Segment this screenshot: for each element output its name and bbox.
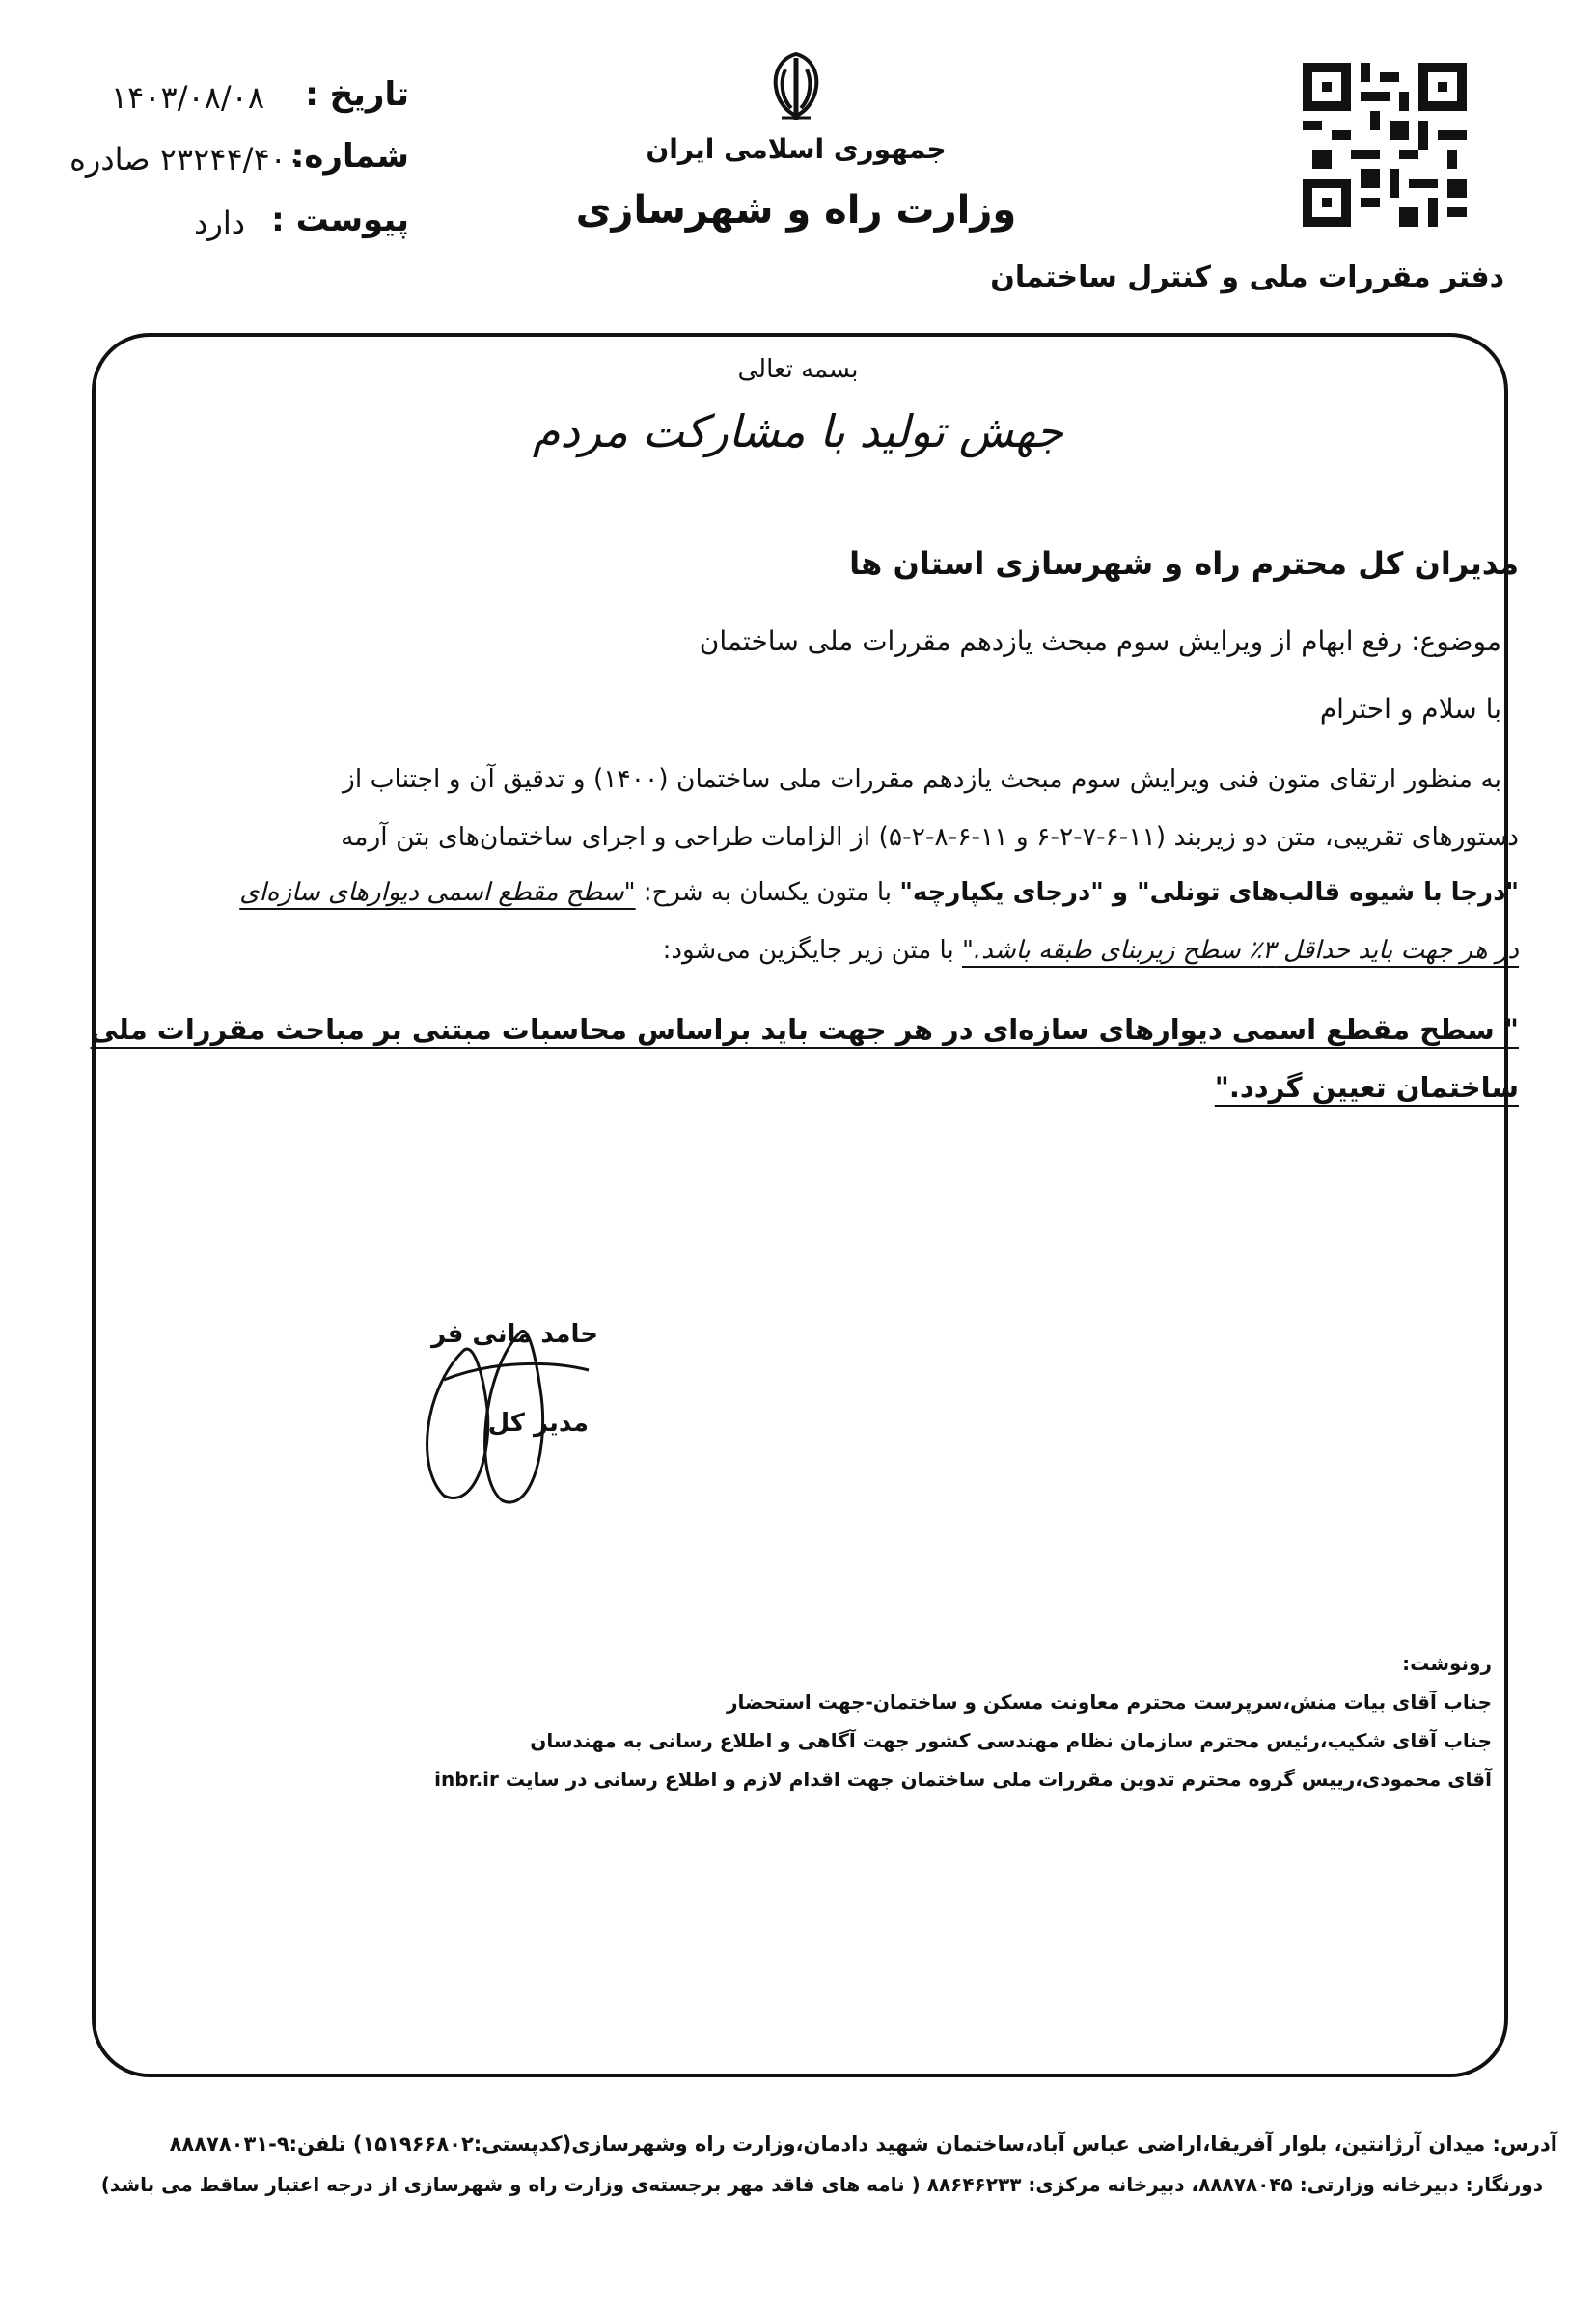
number-label: شماره: (290, 137, 409, 176)
paragraph-bold-terms: "درجا با شیوه قالب‌های تونلی" و "درجای یکپارچه" (899, 878, 1519, 907)
paragraph-line-1: به منظور ارتقای متون فنی ویرایش سوم مبحث یازدهم مقررات ملی ساختمان (۱۴۰۰) و تدقیق آن و اجتناب از (343, 764, 1501, 794)
date-value: ۱۴۰۳/۰۸/۰۸ (110, 79, 264, 116)
signature (405, 1312, 598, 1515)
letter-frame (92, 333, 1508, 2077)
bismillah: بسمه تعالی (737, 355, 859, 384)
republic-title: جمهوری اسلامی ایران (646, 133, 947, 165)
paragraph-line-4 (663, 936, 1519, 966)
greeting: با سلام و احترام (1319, 693, 1501, 725)
old-text-quote-end: در هر جهت باید حداقل ۳٪ سطح زیربنای طبقه باشد." (961, 936, 1519, 965)
signer-title: مدیر کل (487, 1409, 589, 1438)
replacement-line-2: ساختمان تعیین گردد." (1214, 1071, 1519, 1104)
attachment-value: دارد (194, 205, 245, 241)
qr-code-icon (1303, 63, 1467, 227)
addressee: مدیران کل محترم راه و شهرسازی استان ها (849, 545, 1519, 582)
footer-address: آدرس: میدان آرژانتین، بلوار آفریقا،اراضی عباس آباد،ساختمان شهید دادمان،وزارت راه وشهرسازی(کدپستی:۱۵۱۹۶۶۸۰۲) تلفن:۹-۸۸۸۷۸۰۳۱ (169, 2132, 1557, 2156)
iran-emblem-icon (762, 48, 830, 125)
number-value: ۲۳۲۴۴/۴۰۰ صادره (69, 141, 303, 178)
paragraph-plain-text: با متون یکسان به شرح: (643, 878, 893, 907)
paragraph-line-2: دستورهای تقریبی، متن دو زیربند (۱۱-۶-۷-۲-۶ و ۱۱-۶-۸-۲-۵) از الزامات طراحی و اجرای ساختمان‌های بتن آرمه (341, 822, 1519, 852)
paragraph-line-3 (239, 878, 1519, 908)
cc-label: رونوشت: (1402, 1652, 1492, 1675)
signer-name: حامد مانی فر (431, 1320, 598, 1349)
slogan-calligraphy: جهش تولید با مشارکت مردم (532, 405, 1064, 457)
replacement-line-1: " سطح مقطع اسمی دیوارهای سازه‌ای در هر جهت باید براساس محاسبات مبتنی بر مباحث مقررات ملی (90, 1013, 1519, 1046)
cc-line-1: جناب آقای بیات منش،سرپرست محترم معاونت مسکن و ساختمان-جهت استحضار (726, 1691, 1492, 1714)
cc-line-3: آقای محمودی،رییس گروه محترم تدوین مقررات ملی ساختمان جهت اقدام لازم و اطلاع رسانی در سایت inbr.ir (434, 1768, 1492, 1791)
attachment-label: پیوست : (271, 201, 409, 239)
office-title: دفتر مقررات ملی و کنترل ساختمان (990, 261, 1504, 294)
date-label: تاریخ : (305, 75, 409, 114)
cc-line-2: جناب آقای شکیب،رئیس محترم سازمان نظام مهندسی کشور جهت آگاهی و اطلاع رسانی به مهندسان (530, 1729, 1492, 1752)
ministry-title: وزارت راه و شهرسازی (575, 188, 1017, 233)
subject-line: موضوع: رفع ابهام از ویرایش سوم مبحث یازدهم مقررات ملی ساختمان (699, 625, 1501, 657)
old-text-quote-start: "سطح مقطع اسمی دیوارهای سازه‌ای (239, 878, 636, 907)
footer-contact: دورنگار: دبیرخانه وزارتی: ۸۸۸۷۸۰۴۵، دبیرخانه مرکزی: ۸۸۶۴۶۲۳۳ ( نامه های فاقد مهر برجسته‌ی وزارت راه و شهرسازی از درجه اعتبار ساقط می باشد) (100, 2173, 1543, 2196)
replacement-intro: با متن زیر جایگزین می‌شود: (662, 936, 954, 965)
